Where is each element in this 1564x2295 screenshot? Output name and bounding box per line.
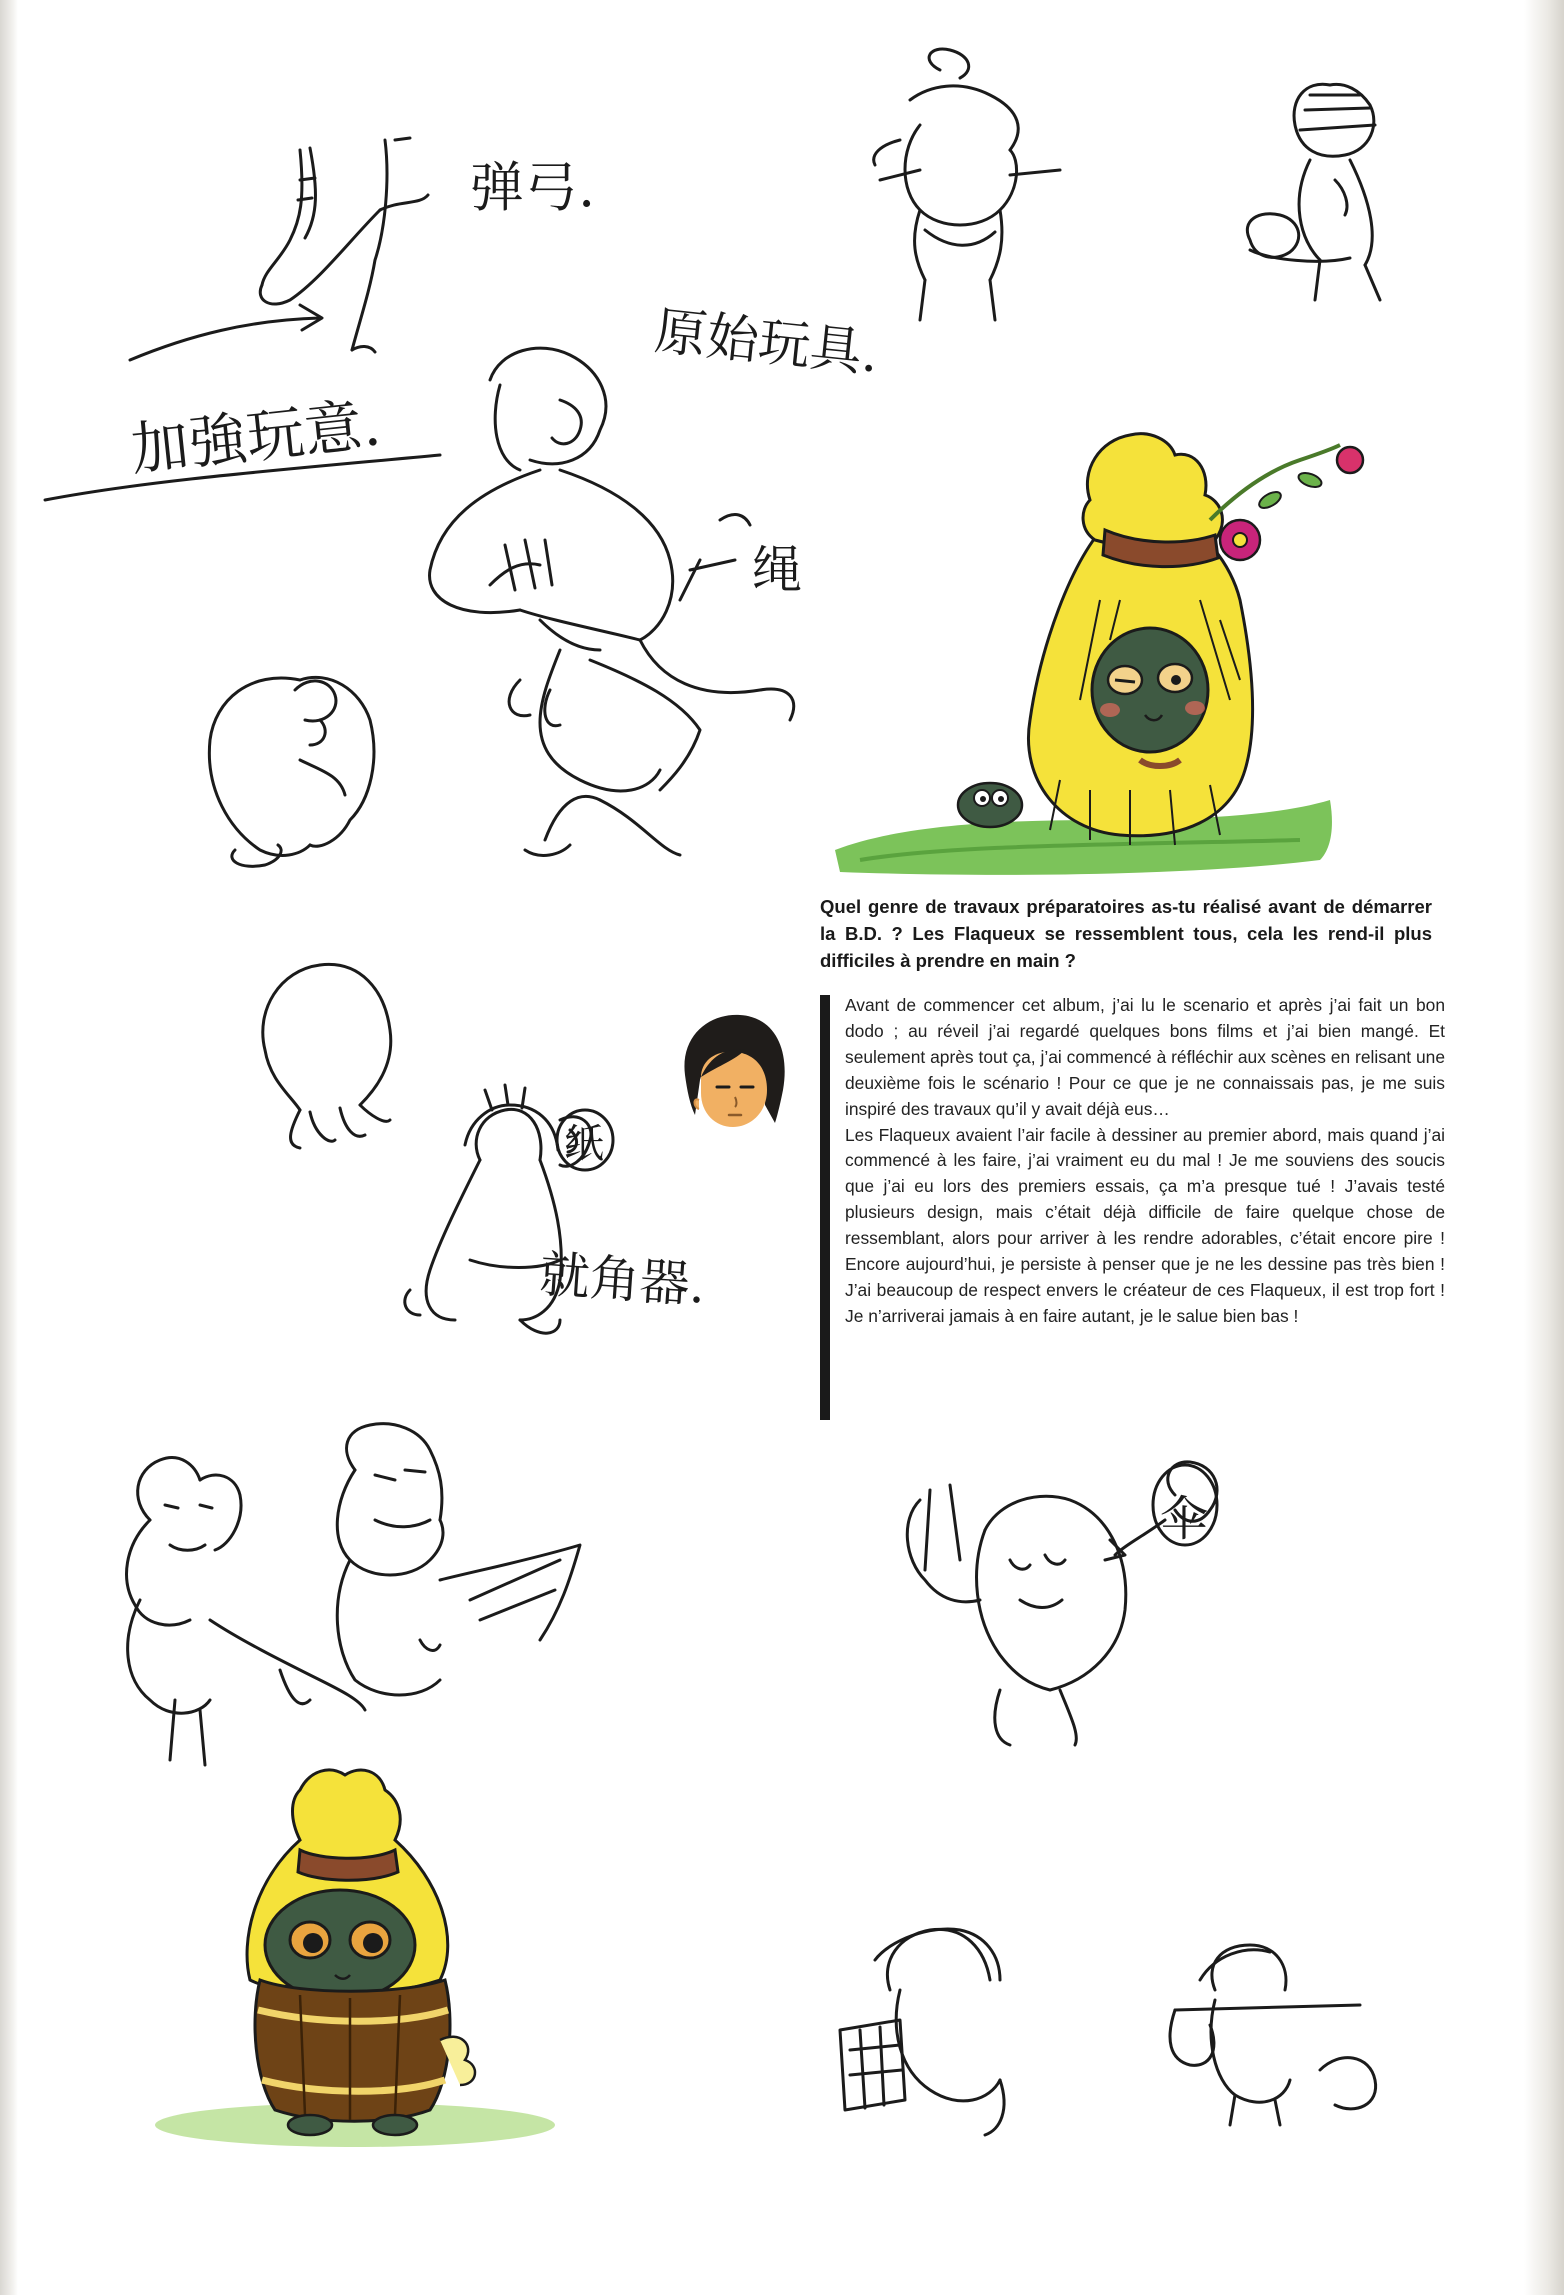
frog-sketch	[209, 677, 374, 866]
blob-sketch	[263, 964, 391, 1148]
interview-answer	[845, 993, 1445, 1330]
top-right-figure-sketch	[1247, 84, 1380, 300]
answer-bar-icon	[820, 995, 830, 1420]
interview-question: Quel genre de travaux préparatoires as-tu réalisé avant de démarrer la B.D. ? Les Flaqueux se ressemblent tous, cela les rend-il plus difficiles à prendre en main ?	[820, 896, 1432, 971]
sketch-note-reinforced: 加強玩意.	[127, 390, 384, 484]
crouching-figure-sketch	[430, 348, 794, 855]
barrel-creature-colored	[155, 1770, 555, 2147]
sketch-note-primitive-toy: 原始玩具.	[651, 301, 882, 385]
top-figure-sketch	[874, 49, 1060, 320]
answer-paragraph-1: Avant de commencer cet album, j’ai lu le scenario et après j’ai fait un bon dodo ; au réveil j’ai regardé quelques bons films et j’ai bien mangé. Et seulement après tout ça, j’ai commencé à réfléchir aux scènes en relisant une deuxième fois le scénario ! Pour ce que je ne connaissais pas, je me suis inspiré des travaux qu’il y avait déjà eus…	[845, 995, 1445, 1119]
sketch-note-paper: 纸	[564, 1121, 604, 1167]
bottom-right-figures-sketch	[840, 1929, 1376, 2135]
arrow-sketch-1	[130, 318, 320, 360]
two-characters-sketch	[127, 1424, 580, 1765]
sketch-note-umbrella: 伞	[1160, 1491, 1209, 1547]
answer-paragraph-2: Les Flaqueux avaient l’air facile à dessiner au premier abord, mais quand j’ai commencé à les faire, j’ai vraiment eu du mal ! Je me souviens des soucis que j’ai eu lors des premiers essais, ça m’a presque tué ! J’avais testé plusieurs design, mais c’était déjà difficile de faire quelque chose de ressemblant, alors pour arriver à les rendre adorables, c’était encore pire ! Encore aujourd’hui, je persiste à penser que je ne les dessine pas très bien ! J’ai beaucoup de respect envers le créateur de ces Flaqueux, il est trop fort ! Je n’arriverai jamais à en faire autant, je le salue bien bas !	[845, 1124, 1445, 1326]
sketch-note-slingshot: 弹弓.	[470, 156, 596, 219]
flower-colored	[1210, 445, 1363, 560]
author-avatar-icon	[665, 1005, 795, 1135]
sketch-note-rope: 绳	[752, 541, 802, 599]
sketch-note-horn: 就角器.	[537, 1245, 708, 1315]
straw-creature-colored	[835, 434, 1363, 875]
